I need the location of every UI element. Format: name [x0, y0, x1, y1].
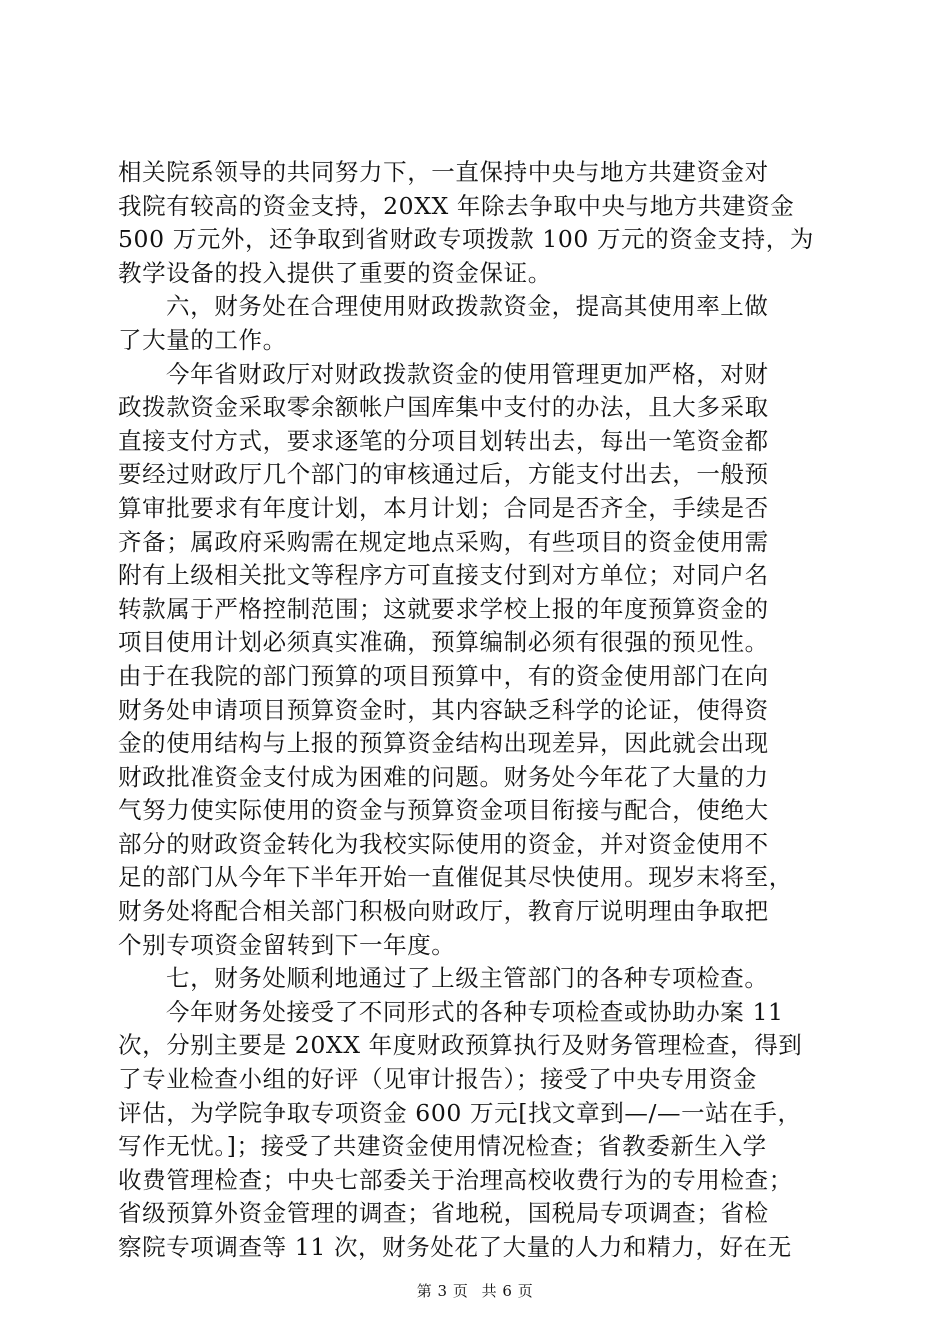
text-line: 评估，为学院争取专项资金 600 万元[找文章到—/—一站在手，	[118, 1098, 802, 1127]
page-footer	[0, 1280, 950, 1301]
page-number-current: 第 3 页	[416, 1282, 469, 1300]
text-line: 财政批准资金支付成为困难的问题。财务处今年花了大量的力	[118, 762, 769, 791]
text-line: 直接支付方式，要求逐笔的分项目划转出去，每出一笔资金都	[118, 426, 769, 455]
text-line: 政拨款资金采取零余额帐户国库集中支付的办法，且大多采取	[118, 393, 769, 422]
text-line: 财务处将配合相关部门积极向财政厅，教育厅说明理由争取把	[118, 897, 769, 926]
text-line: 气努力使实际使用的资金与预算资金项目衔接与配合，使绝大	[118, 796, 769, 825]
text-line: 察院专项调查等 11 次，财务处花了大量的人力和精力，好在无	[118, 1233, 792, 1261]
text-line: 财务处申请项目预算资金时，其内容缺乏科学的论证，使得资	[118, 695, 769, 724]
text-line: 500 万元外，还争取到省财政专项拨款 100 万元的资金支持，为	[118, 225, 814, 254]
text-line: 了专业检查小组的好评（见审计报告）；接受了中央专用资金	[118, 1065, 757, 1094]
text-line: 金的使用结构与上报的预算资金结构出现差异，因此就会出现	[118, 729, 769, 758]
text-line: 收费管理检查；中央七部委关于治理高校收费行为的专用检查；	[118, 1165, 793, 1194]
text-line: 齐备；属政府采购需在规定地点采购，有些项目的资金使用需	[118, 527, 769, 556]
document-body	[118, 156, 832, 1265]
page-number-total: 共 6 页	[481, 1282, 534, 1300]
text-line: 了大量的工作。	[118, 325, 287, 354]
paragraph-start: 今年省财政厅对财政拨款资金的使用管理更加严格，对财	[166, 359, 769, 388]
text-line: 转款属于严格控制范围；这就要求学校上报的年度预算资金的	[118, 594, 769, 623]
text-line: 由于在我院的部门预算的项目预算中，有的资金使用部门在向	[118, 661, 769, 690]
paragraph-start: 今年财务处接受了不同形式的各种专项检查或协助办案 11	[166, 997, 784, 1026]
text-line: 我院有较高的资金支持，20XX 年除去争取中央与地方共建资金	[118, 191, 795, 220]
section-heading-six: 六，财务处在合理使用财政拨款资金，提高其使用率上做	[166, 292, 769, 321]
text-line: 附有上级相关批文等程序方可直接支付到对方单位；对同户名	[118, 561, 769, 590]
text-line: 省级预算外资金管理的调查；省地税，国税局专项调查；省检	[118, 1199, 769, 1228]
text-line: 个别专项资金留转到下一年度。	[118, 930, 456, 959]
text-line: 算审批要求有年度计划，本月计划；合同是否齐全，手续是否	[118, 493, 769, 522]
section-heading-seven: 七，财务处顺利地通过了上级主管部门的各种专项检查。	[166, 964, 769, 993]
text-line: 部分的财政资金转化为我校实际使用的资金，并对资金使用不	[118, 829, 769, 858]
text-line: 教学设备的投入提供了重要的资金保证。	[118, 258, 552, 287]
text-line: 要经过财政厅几个部门的审核通过后，方能支付出去，一般预	[118, 460, 769, 489]
text-line: 足的部门从今年下半年开始一直催促其尽快使用。现岁末将至，	[118, 863, 793, 892]
text-line: 相关院系领导的共同努力下，一直保持中央与地方共建资金对	[118, 158, 769, 186]
text-line: 次，分别主要是 20XX 年度财政预算执行及财务管理检查，得到	[118, 1031, 803, 1060]
text-line: 写作无忧。]；接受了共建资金使用情况检查；省教委新生入学	[118, 1132, 767, 1161]
text-line: 项目使用计划必须真实准确，预算编制必须有很强的预见性。	[118, 628, 769, 657]
